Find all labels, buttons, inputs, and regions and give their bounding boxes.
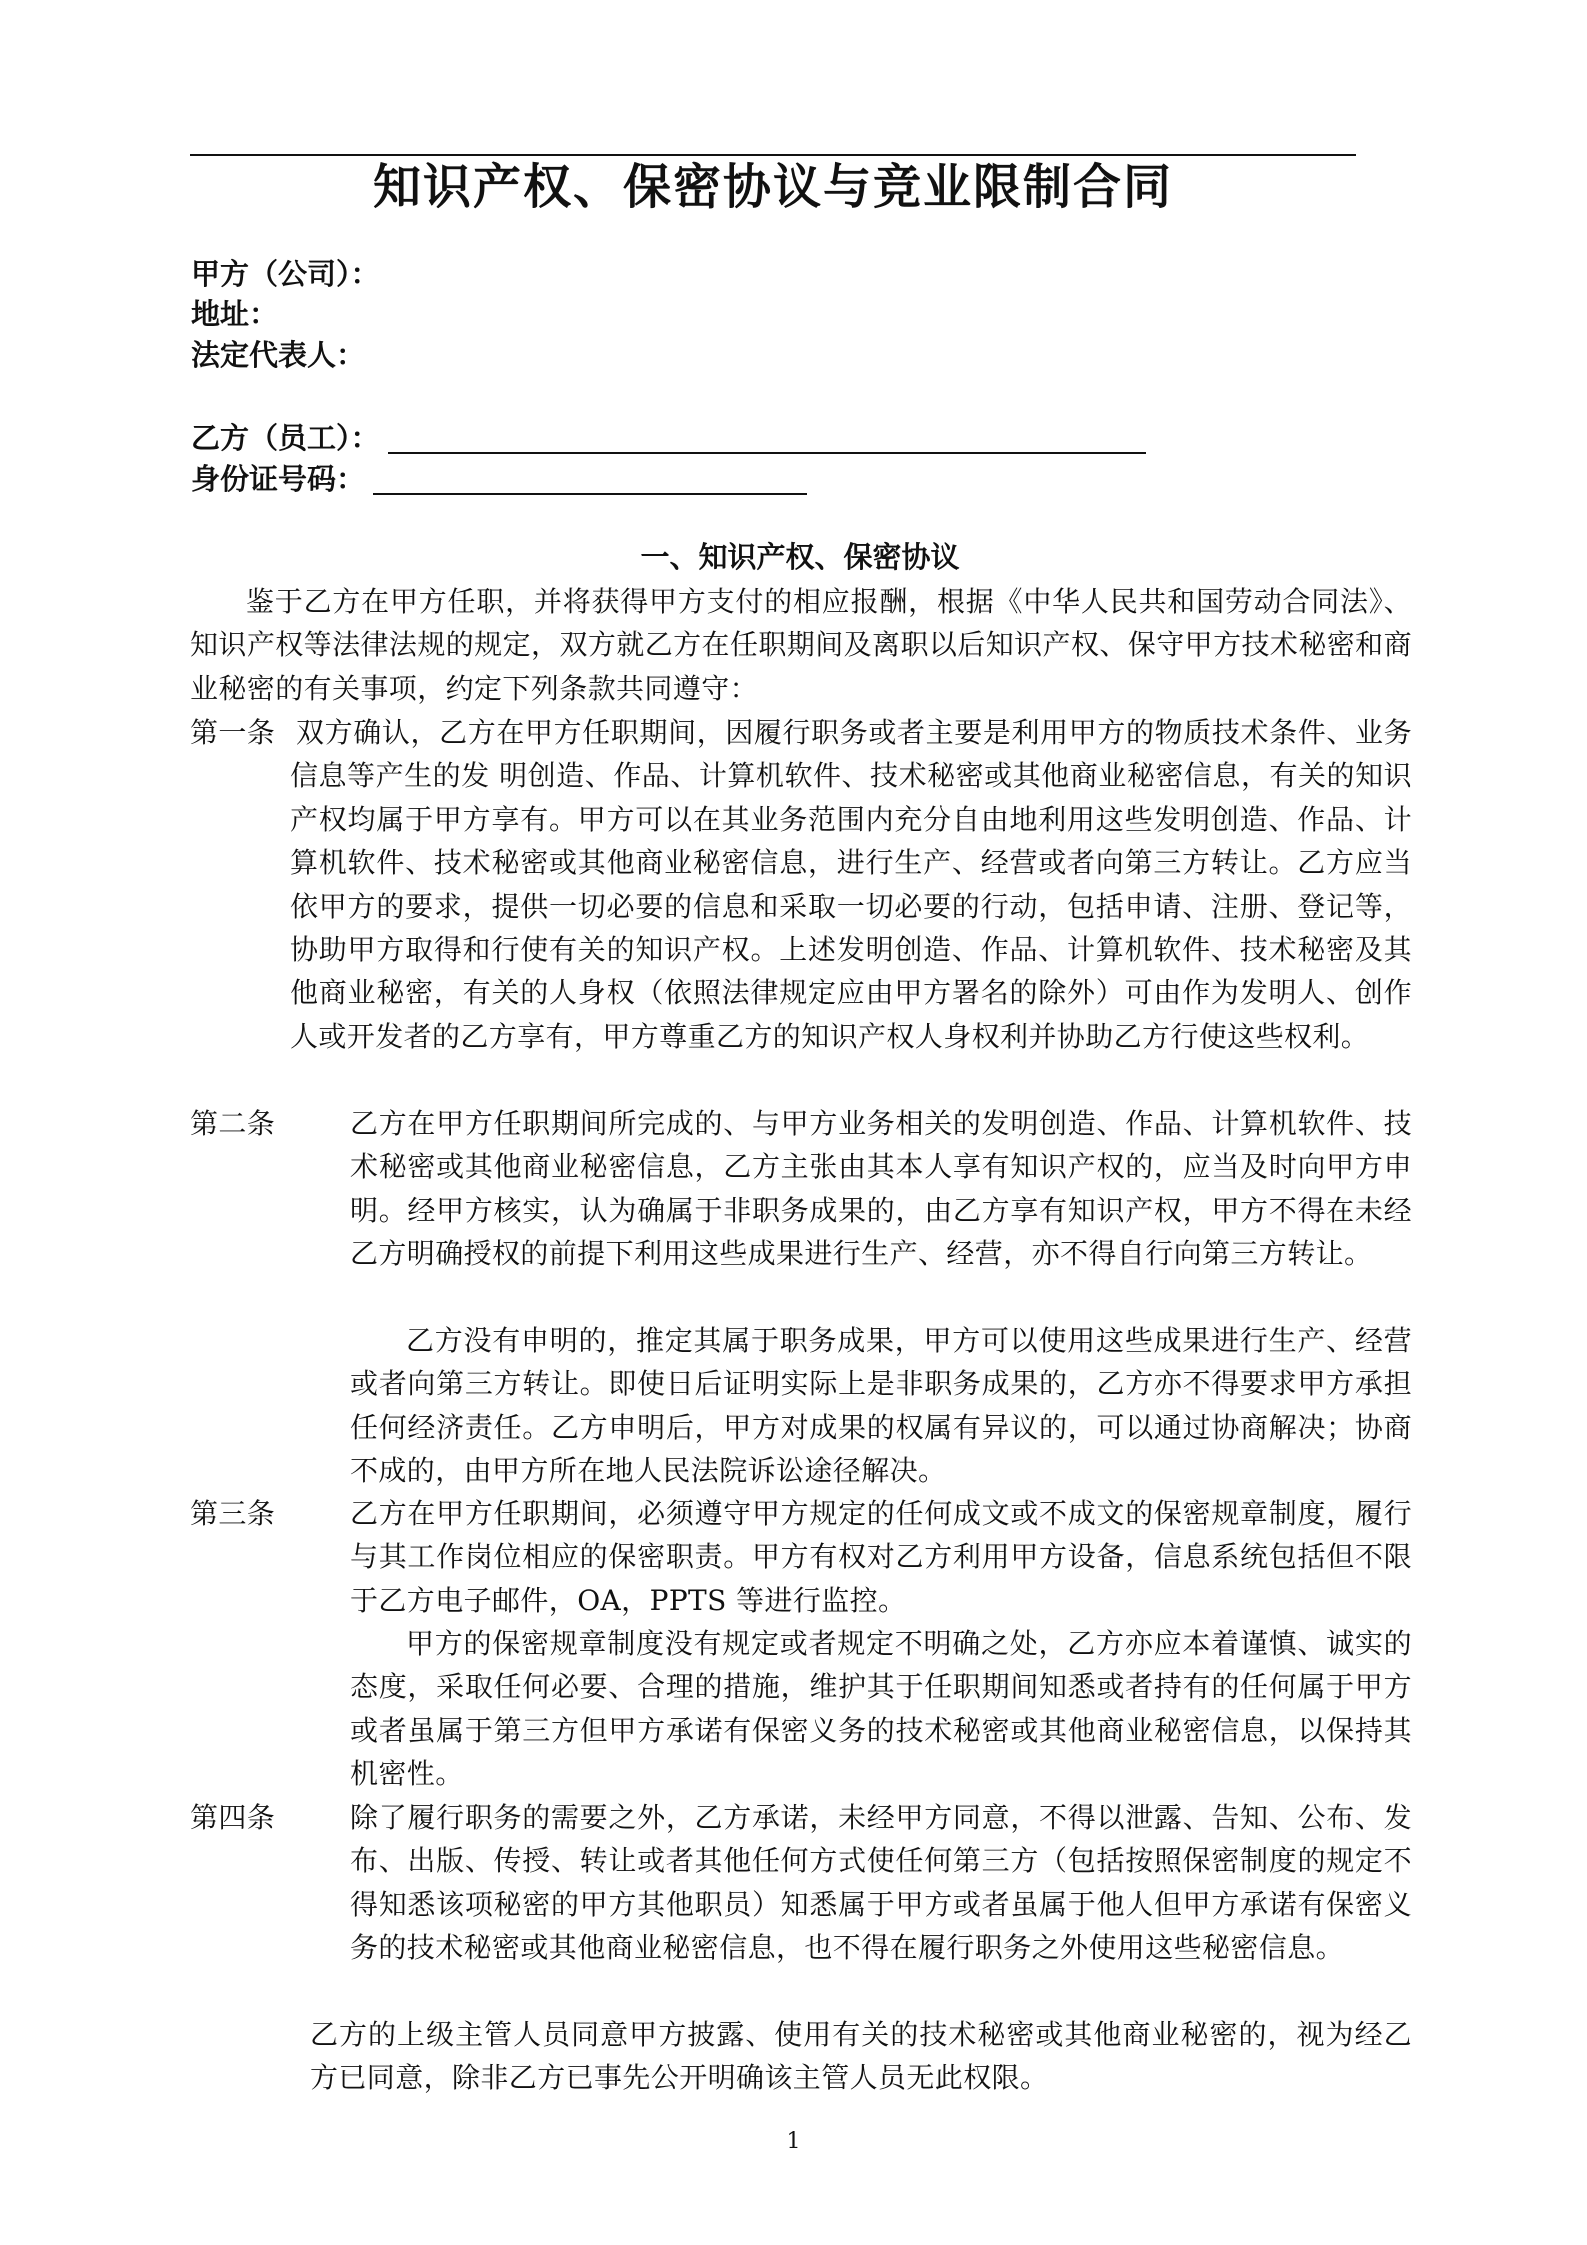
section-1-preamble: 鉴于乙方在甲方任职，并将获得甲方支付的相应报酬，根据《中华人民共和国劳动合同法》、知识产权等法律法规的规定，双方就乙方在任职期间及离职以后知识产权、保守甲方技术秘密和商业秘密的有关事项，约定下列条款共同遵守： (190, 585, 1412, 705)
party-b-id-field (191, 459, 807, 499)
party-b-name-label: 乙方（员工）： (191, 421, 380, 455)
document-title: 知识产权、保密协议与竞业限制合同 (372, 159, 1173, 215)
party-a-legal-rep-field (191, 335, 365, 375)
party-a-name-field (191, 254, 380, 294)
article-1-number: 第一条 (190, 716, 276, 749)
article-4-paragraph-1: 除了履行职务的需要之外，乙方承诺，未经甲方同意，不得以泄露、告知、公布、发布、出版、传授、转让或者其他任何方式使任何第三方（包括按照保密制度的规定不得知悉该项秘密的甲方其他职员）知悉属于甲方或者虽属于他人但甲方承诺有保密义务的技术秘密或其他商业秘密信息，也不得在履行职务之外使用这些秘密信息。 (350, 1801, 1412, 1965)
article-3-paragraph-1: 乙方在甲方任职期间，必须遵守甲方规定的任何成文或不成文的保密规章制度，履行与其工作岗位相应的保密职责。甲方有权对乙方利用甲方设备，信息系统包括但不限于乙方电子邮件，OA，PPTS 等进行监控。 (350, 1497, 1412, 1617)
article-1-paragraph-1-text: 双方确认，乙方在甲方任职期间，因履行职务或者主要是利用甲方的物质技术条件、业务信息等产生的发 明创造、作品、计算机软件、技术秘密或其他商业秘密信息，有关的知识产权均属于甲方享有。甲方可以在其业务范围内充分自由地利用这些发明创造、作品、计算机软件、技术秘密或其他商业秘密信息，进行生产、经营或者向第三方转让。乙方应当依甲方的要求，提供一切必要的信息和采取一切必要的行动，包括申请、注册、登记等，协助甲方取得和行使有关的知识产权。上述发明创造、作品、计算机软件、技术秘密及其他商业秘密，有关的人身权（依照法律规定应由甲方署名的除外）可由作为发明人、创作人或开发者的乙方享有，甲方尊重乙方的知识产权人身权利并协助乙方行使这些权利。 (290, 716, 1412, 1053)
party-a-name-label: 甲方（公司）： (191, 257, 380, 291)
article-1-paragraph-1 (290, 711, 1412, 1058)
party-a-address-field (191, 294, 278, 334)
party-b-name-blank (388, 424, 1146, 454)
party-b-name-field (191, 418, 1146, 458)
party-b-id-label: 身份证号码： (191, 462, 366, 496)
section-1-heading: 一、知识产权、保密协议 (640, 540, 960, 574)
article-3-number: 第三条 (190, 1497, 276, 1530)
section-1-closing: 乙方的上级主管人员同意甲方披露、使用有关的技术秘密或其他商业秘密的，视为经乙方已同意，除非乙方已事先公开明确该主管人员无此权限。 (310, 2018, 1412, 2095)
article-2-paragraph-1: 乙方在甲方任职期间所完成的、与甲方业务相关的发明创造、作品、计算机软件、技术秘密或其他商业秘密信息，乙方主张由其本人享有知识产权的，应当及时向甲方申明。经甲方核实，认为确属于非职务成果的，由乙方享有知识产权，甲方不得在未经乙方明确授权的前提下利用这些成果进行生产、经营，亦不得自行向第三方转让。 (350, 1107, 1412, 1271)
article-4-number: 第四条 (190, 1801, 276, 1834)
party-a-legal-rep-label: 法定代表人： (191, 338, 366, 372)
article-2-paragraph-2: 乙方没有申明的，推定其属于职务成果，甲方可以使用这些成果进行生产、经营或者向第三方转让。即使日后证明实际上是非职务成果的，乙方亦不得要求甲方承担任何经济责任。乙方申明后，甲方对成果的权属有异议的，可以通过协商解决；协商不成的，由甲方所在地人民法院诉讼途径解决。 (350, 1324, 1412, 1488)
page-number: 1 (786, 2129, 801, 2154)
party-b-id-blank (373, 465, 807, 495)
party-a-address-label: 地址： (191, 297, 279, 331)
article-3-paragraph-2: 甲方的保密规章制度没有规定或者规定不明确之处，乙方亦应本着谨慎、诚实的态度，采取任何必要、合理的措施，维护其于任职期间知悉或者持有的任何属于甲方或者虽属于第三方但甲方承诺有保密义务的技术秘密或其他商业秘密信息，以保持其机密性。 (350, 1627, 1412, 1791)
article-2-number: 第二条 (190, 1107, 276, 1140)
